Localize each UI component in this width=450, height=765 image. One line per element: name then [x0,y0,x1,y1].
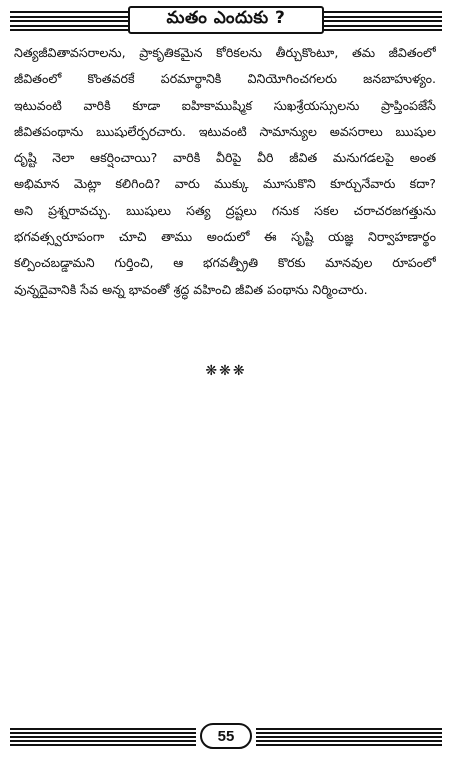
text-line: వున్నదైవానికి సేవ అన్న భావంతో శ్రద్ధ వహించి జీవిత పంథాను నిర్మించారు. [14,281,368,297]
ornament-icon: ❋ [232,363,245,379]
chapter-title: మతం ఎందుకు ? [166,8,286,28]
text-line: అని ప్రశ్నరావచ్చు. ఋషులు సత్య ద్రష్టలు గనుక సకల చరాచరజగత్తును [14,202,436,218]
text-line: నిత్యజీవితావసరాలను, ప్రాకృతికమైన కోరికలను తీర్చుకొంటూ, తమ జీవితంలో [14,45,436,60]
page-header [10,6,442,36]
header-rule-left [10,11,130,31]
header-rule-right [322,11,442,31]
paragraph [14,40,436,303]
section-ornament [190,362,260,380]
text-line: జీవితంలో కొంతవరకే పరమార్థానికి వినియోగించగలరు జనబాహుళ్యం. [14,71,436,87]
ornament-icon: ❋ [205,363,218,379]
page-footer [10,722,442,752]
footer-rule-right [256,728,442,746]
footer-rule-left [10,728,196,746]
text-line: భగవత్స్వరూపంగా చూచి తాము అందులో ఈ సృష్టి యజ్ఞ నిర్వాహణార్థం [14,229,436,245]
ornament-icon: ❋ [219,363,231,379]
text-line: దృష్టి నెలా ఆకర్షించాయి? వారికి వీరిపై వీరి జీవిత మనుగడలపై అంత [14,150,436,166]
text-line: ఇటువంటి వారికి కూడా ఐహికాముష్మిక సుఖశ్రేయస్సులను ప్రాప్తింపజేసే [14,97,436,113]
text-line: కల్పించబడ్డామని గుర్తించి, ఆ భగవత్ప్రీతి కొరకు మానవుల రూపంలో [14,255,436,271]
text-line: అభిమాన మెట్లా కలిగింది? వారు ముక్కు మూసుకొని కూర్చునేవారు కదా? [14,176,436,192]
page-number-badge [200,723,252,749]
text-line: జీవితపంథాను ఋషులేర్పరచారు. ఇటువంటి సామాన్యుల అవసరాలు ఋషుల [14,123,436,139]
chapter-title-box [128,6,324,34]
page-number: 55 [217,727,235,745]
